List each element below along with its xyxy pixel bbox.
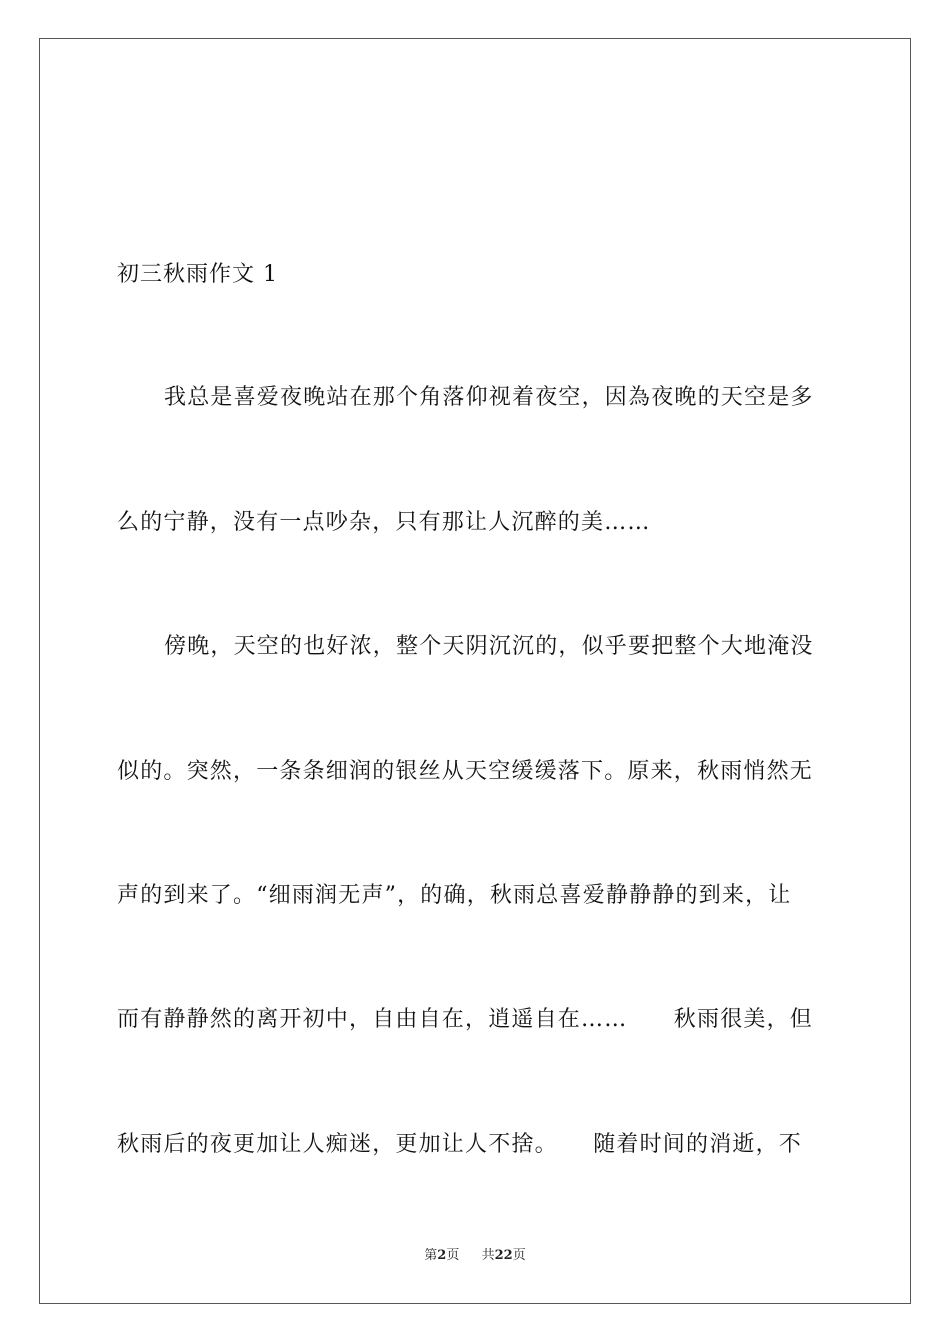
paragraph-line-1: 我总是喜爱夜晚站在那个角落仰视着夜空，因為夜晚的天空是多 [164, 385, 814, 410]
page-footer [0, 1247, 950, 1265]
total-prefix: 共 [481, 1248, 495, 1263]
paragraph-line-3: 傍晚，天空的也好浓，整个天阴沉沉的，似乎要把整个大地淹没 [164, 634, 814, 659]
page-prefix: 第 [424, 1248, 438, 1263]
page-number: 2 [437, 1248, 447, 1263]
paragraph-line-4: 似的。突然，一条条细润的银丝从天空缓缓落下。原来，秋雨悄然无 [117, 759, 814, 784]
page-frame [39, 38, 911, 1304]
paragraph-line-6: 而有静静然的离开初中，自由自在，逍遥自在…… 秋雨很美，但 [117, 1007, 814, 1032]
document-title: 初三秋雨作文 1 [117, 262, 278, 287]
paragraph-line-5: 声的到来了。“细雨润无声”，的确，秋雨总喜爱静静静的到来，让 [117, 883, 792, 908]
total-pages: 22 [494, 1248, 513, 1263]
page-suffix: 页 [446, 1248, 460, 1263]
total-suffix: 页 [512, 1248, 526, 1263]
paragraph-line-2: 么的宁静，没有一点吵杂，只有那让人沉醉的美…… [117, 510, 651, 535]
paragraph-line-7: 秋雨后的夜更加让人痴迷，更加让人不捨。 随着时间的消逝，不 [117, 1132, 803, 1157]
